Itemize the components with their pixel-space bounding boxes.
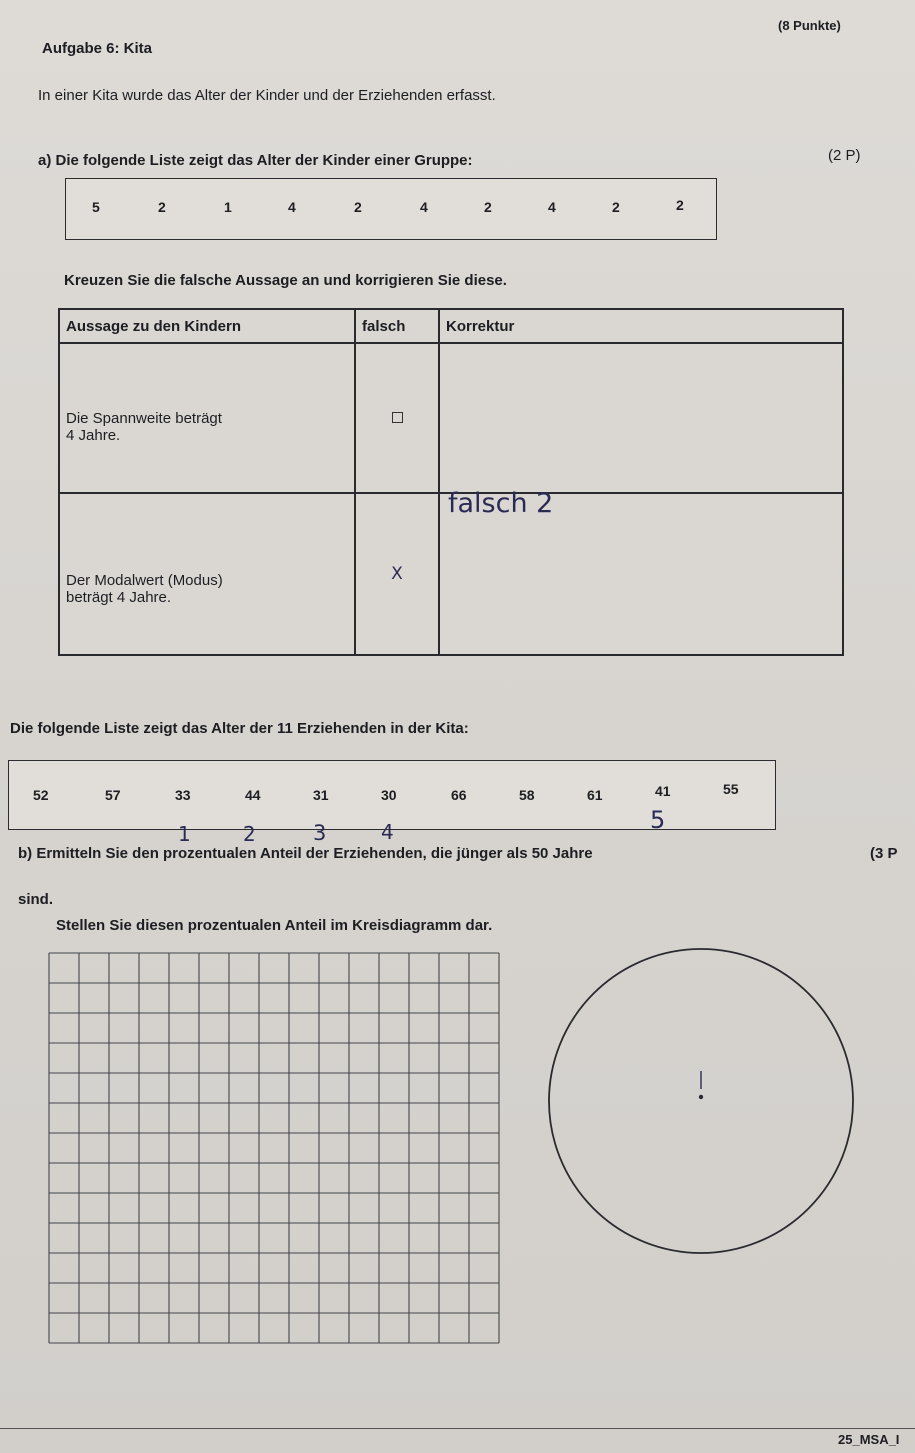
footer-code: 25_MSA_I xyxy=(838,1432,900,1447)
handwritten-x-mark: X xyxy=(391,564,403,584)
staff-age: 31 xyxy=(313,787,329,803)
handwritten-note: falsch 2 xyxy=(448,488,554,519)
handwritten-count: 4 xyxy=(381,820,394,844)
child-age: 2 xyxy=(484,199,492,215)
header-statement: Aussage zu den Kindern xyxy=(59,309,355,343)
staff-age: 44 xyxy=(245,787,261,803)
child-age: 4 xyxy=(548,199,556,215)
part-a-points: (2 P) xyxy=(828,147,861,164)
child-age: 4 xyxy=(420,199,428,215)
staff-age: 41 xyxy=(655,783,671,799)
statement-table xyxy=(58,308,844,656)
task-intro: In einer Kita wurde das Alter der Kinder und der Erziehenden erfasst. xyxy=(38,87,496,104)
grid-paper[interactable] xyxy=(48,952,500,1346)
staff-age: 30 xyxy=(381,787,397,803)
pie-chart-circle[interactable] xyxy=(545,945,857,1257)
task-title: Aufgabe 6: Kita xyxy=(42,40,153,57)
child-age: 2 xyxy=(612,199,620,215)
circle-outline xyxy=(549,949,853,1253)
staff-age: 52 xyxy=(33,787,49,803)
staff-age: 57 xyxy=(105,787,121,803)
correction-cell[interactable] xyxy=(439,488,843,655)
footer-line xyxy=(0,1428,915,1429)
handwritten-count: 3 xyxy=(313,821,327,845)
staff-age: 58 xyxy=(519,787,535,803)
child-age: 1 xyxy=(224,199,232,215)
instruction-a: Kreuzen Sie die falsche Aussage an und korrigieren Sie diese. xyxy=(64,272,507,289)
staff-age: 66 xyxy=(451,787,467,803)
staff-age: 33 xyxy=(175,787,191,803)
points-total: (8 Punkte) xyxy=(778,18,841,33)
circle-center-dot xyxy=(699,1095,703,1099)
child-age: 2 xyxy=(354,199,362,215)
child-age: 4 xyxy=(288,199,296,215)
correction-cell[interactable] xyxy=(439,343,843,493)
part-b-text: b) Ermitteln Sie den prozentualen Anteil der Erziehenden, die jünger als 50 Jahre xyxy=(18,845,593,862)
part-a-text: a) Die folgende Liste zeigt das Alter der Kinder einer Gruppe: xyxy=(38,152,473,169)
false-cell[interactable] xyxy=(355,493,439,655)
staff-age: 61 xyxy=(587,787,603,803)
table-header-row xyxy=(59,309,843,343)
statement-text: Der Modalwert (Modus) beträgt 4 Jahre. xyxy=(66,572,223,606)
header-false: falsch xyxy=(355,309,439,343)
handwritten-count: 1 xyxy=(178,822,191,846)
part-b-intro: Die folgende Liste zeigt das Alter der 11 Erziehenden in der Kita: xyxy=(10,720,469,737)
part-b-points: (3 P xyxy=(870,845,898,862)
child-age: 5 xyxy=(92,199,100,215)
instruction-b: Stellen Sie diesen prozentualen Anteil im Kreisdiagramm dar. xyxy=(56,917,493,934)
child-age: 2 xyxy=(158,199,166,215)
table-row xyxy=(59,343,843,493)
statement-text: Die Spannweite beträgt 4 Jahre. xyxy=(66,410,222,444)
children-ages-list xyxy=(65,178,717,240)
handwritten-count: 2 xyxy=(243,822,256,846)
header-correction: Korrektur xyxy=(439,309,843,343)
staff-age: 55 xyxy=(723,781,739,797)
child-age: 2 xyxy=(676,197,684,213)
table-row xyxy=(59,493,843,655)
statement-range xyxy=(59,343,355,493)
handwritten-count: 5 xyxy=(650,806,666,834)
statement-mode xyxy=(59,493,355,655)
grid-lines xyxy=(49,953,499,1343)
checkbox[interactable] xyxy=(392,412,403,423)
part-b-text-continued: sind. xyxy=(18,891,54,908)
false-cell[interactable] xyxy=(355,343,439,493)
